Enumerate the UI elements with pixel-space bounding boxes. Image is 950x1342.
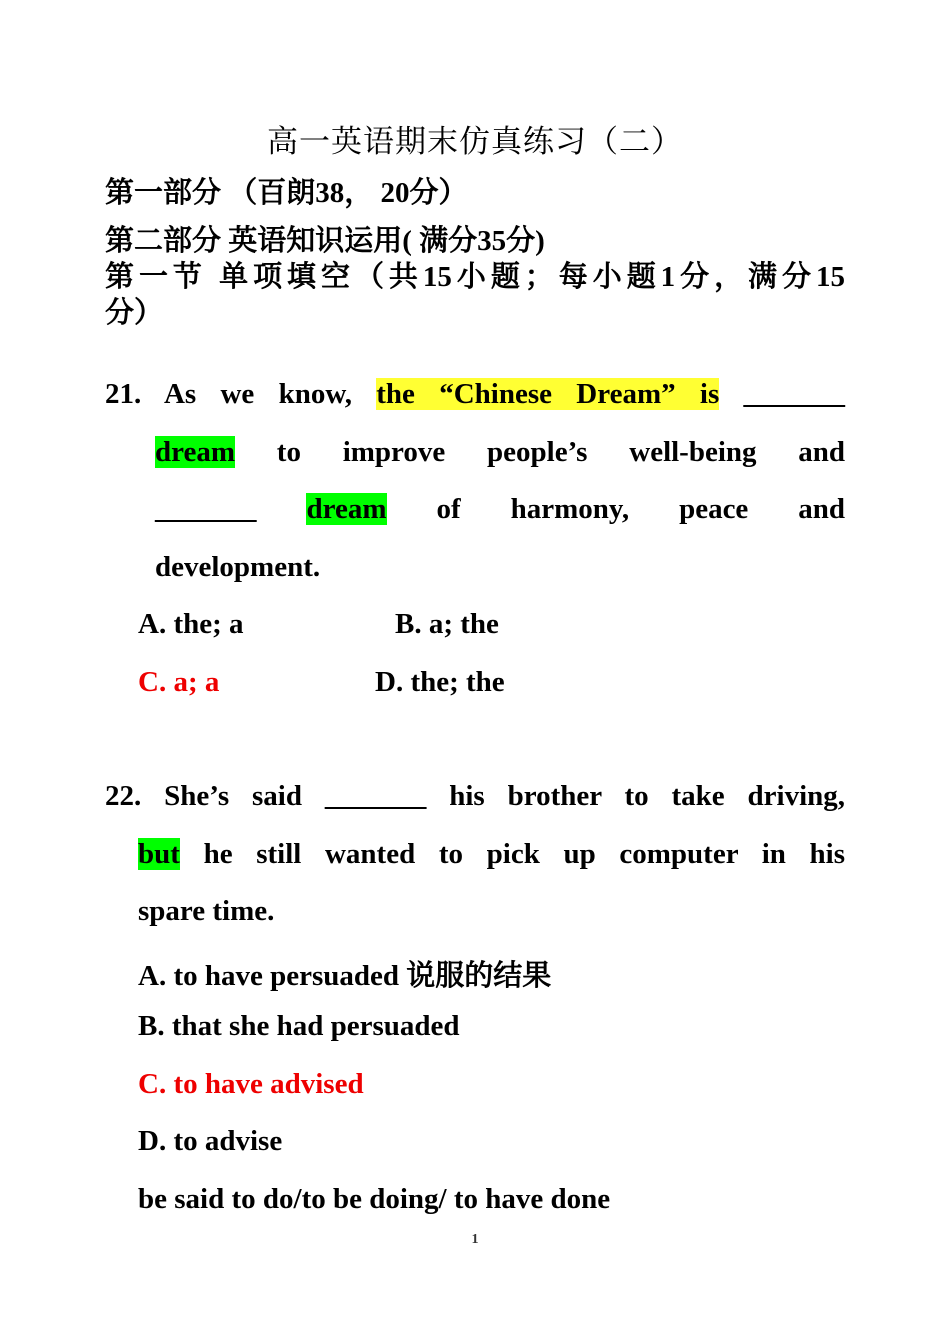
word: improve — [342, 436, 446, 468]
highlight-green: dream — [155, 436, 236, 468]
q22-option-c-correct: C. to have advised — [138, 1068, 364, 1100]
word: still — [256, 838, 302, 870]
q22-option-d: D. to advise — [138, 1125, 283, 1157]
answer-blank: _______ — [324, 780, 427, 812]
q21-option-b: B. a; the — [395, 608, 499, 640]
question-number: 22. — [105, 780, 142, 812]
q21-line-3 — [155, 493, 845, 526]
q21-option-d: D. the; the — [375, 666, 505, 698]
word: and — [798, 493, 846, 525]
word: to — [276, 436, 301, 468]
word: to — [624, 780, 649, 812]
word: to — [438, 838, 464, 870]
word: peace — [679, 493, 749, 525]
q22-line-2 — [138, 838, 845, 871]
word: his — [449, 780, 485, 812]
word: brother — [507, 780, 602, 812]
word: of — [436, 493, 461, 525]
part-one-heading: 第一部分 （百朗38， 20分） — [105, 177, 468, 209]
part-two-heading: 第二部分 英语知识运用( 满分35分) — [105, 225, 545, 257]
word: said — [252, 780, 302, 812]
q22-option-b: B. that she had persuaded — [138, 1010, 460, 1042]
highlight-yellow: the “Chinese Dream” is — [376, 378, 720, 410]
q21-option-a: A. the; a — [138, 608, 244, 640]
word: people’s — [487, 436, 588, 468]
document-title: 高一英语期末仿真练习（二） — [267, 124, 683, 160]
page-number: 1 — [471, 1232, 479, 1247]
word: we — [220, 378, 255, 410]
section-one-heading-cont: 分） — [105, 297, 164, 329]
grammar-note: be said to do/to be doing/ to have done — [138, 1183, 611, 1215]
q22-line-3: spare time. — [138, 895, 275, 927]
highlight-green: dream — [306, 493, 387, 525]
word: wanted — [324, 838, 416, 870]
section-one-line-1: 第一节 单项填空（共15小题；每小题1分，满分15 — [105, 261, 845, 293]
word: and — [798, 436, 846, 468]
word: well-being — [629, 436, 757, 468]
word: up — [563, 838, 596, 870]
word: computer — [619, 838, 739, 870]
q22-option-a: A. to have persuaded 说服的结果 — [138, 960, 552, 992]
word: driving, — [747, 780, 846, 812]
word: She’s — [164, 780, 230, 812]
word: he — [203, 838, 233, 870]
section-one-heading — [105, 260, 845, 294]
word: take — [671, 780, 725, 812]
answer-blank: _______ — [743, 378, 846, 410]
word: As — [163, 378, 197, 410]
word: harmony, — [510, 493, 630, 525]
word: pick — [486, 838, 540, 870]
q21-option-c-correct: C. a; a — [138, 666, 220, 698]
q21-line-2 — [155, 436, 845, 469]
q22-line-1 — [105, 780, 845, 813]
question-number: 21. — [105, 378, 142, 410]
q21-line-1 — [105, 378, 845, 411]
word: his — [809, 838, 846, 870]
answer-blank: _______ — [155, 493, 257, 525]
q21-line-4: development. — [155, 551, 321, 583]
word: know, — [278, 378, 352, 410]
word: in — [761, 838, 786, 870]
highlight-green: but — [138, 838, 180, 870]
